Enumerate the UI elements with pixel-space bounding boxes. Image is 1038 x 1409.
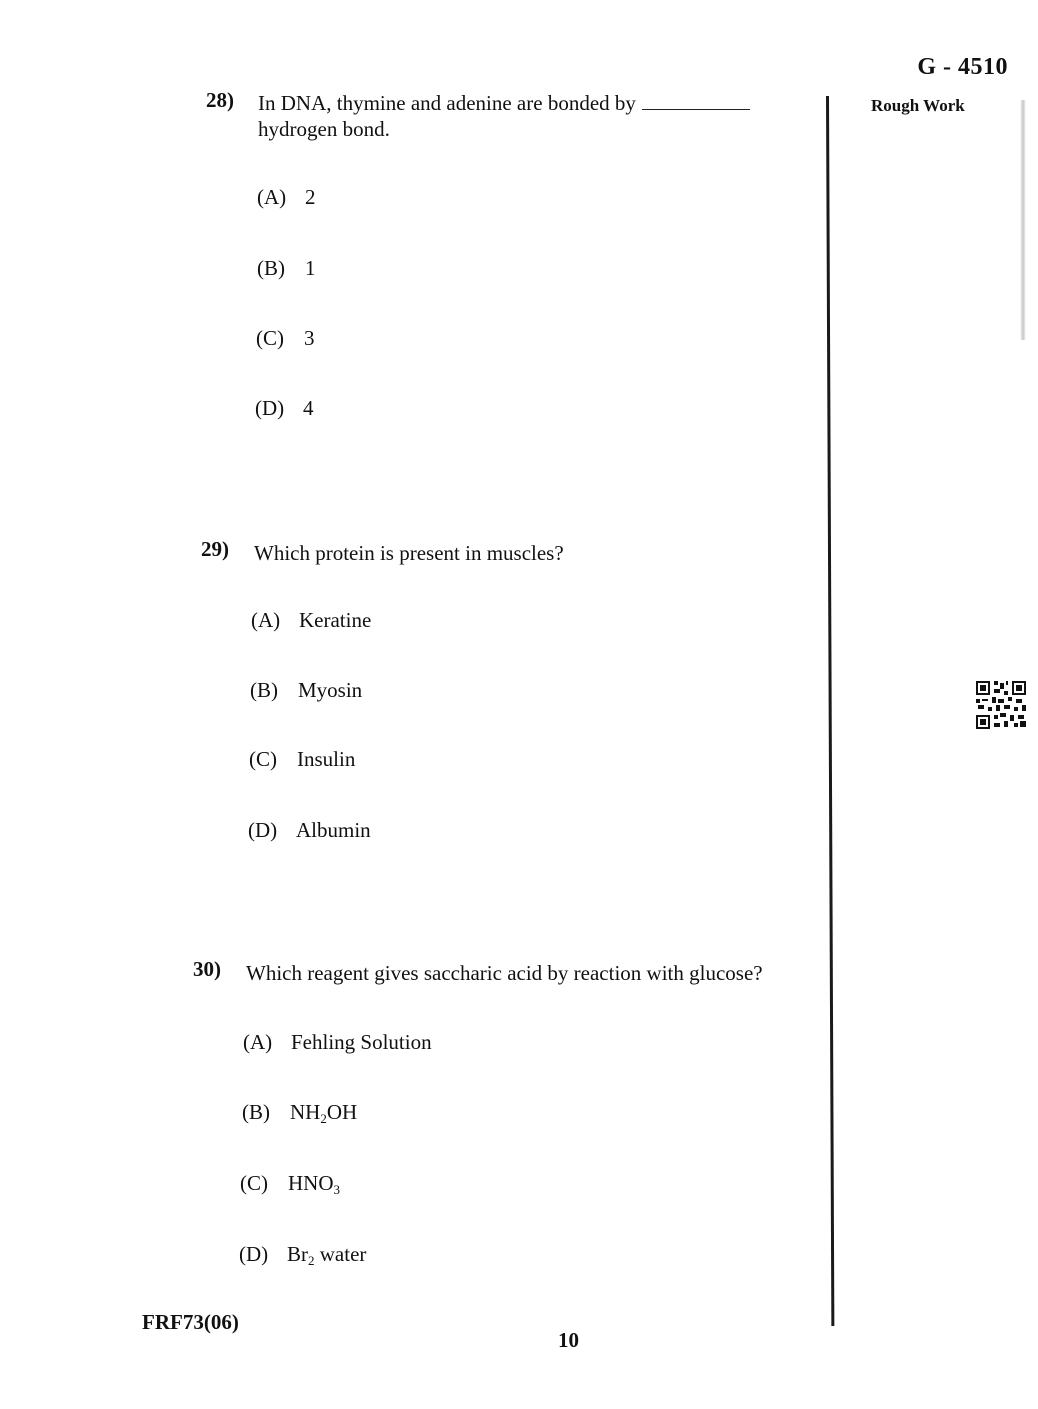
option-label: (A) bbox=[257, 185, 287, 209]
option-b bbox=[257, 256, 316, 281]
page-number: 10 bbox=[558, 1328, 579, 1352]
question-number: 30) bbox=[193, 957, 221, 981]
option-label: (A) bbox=[251, 608, 281, 632]
option-d bbox=[248, 818, 371, 843]
rough-work-label: Rough Work bbox=[871, 96, 965, 115]
option-text: Fehling Solution bbox=[291, 1030, 432, 1054]
option-c bbox=[249, 747, 355, 772]
option-label: (C) bbox=[249, 747, 277, 771]
option-text: Myosin bbox=[298, 678, 363, 702]
option-text: $Br_2$ water bbox=[287, 1242, 367, 1268]
option-text: $NH_2OH$ bbox=[290, 1100, 358, 1126]
option-b bbox=[242, 1100, 357, 1125]
option-label: (D) bbox=[248, 818, 278, 842]
footer-paper-code: FRF73(06) bbox=[142, 1310, 239, 1334]
question-text: Which protein is present in muscles? bbox=[254, 541, 564, 565]
option-label: (C) bbox=[256, 326, 284, 350]
question-text bbox=[258, 90, 828, 142]
question-number: 28) bbox=[206, 88, 234, 112]
scan-edge-shadow bbox=[1020, 100, 1026, 340]
option-a bbox=[251, 608, 371, 633]
option-text: 2 bbox=[305, 185, 316, 209]
question-text-line2: hydrogen bond. bbox=[258, 117, 390, 141]
question-text-line1: In DNA, thymine and adenine are bonded by bbox=[258, 91, 636, 115]
question-text: Which reagent gives saccharic acid by reaction with glucose? bbox=[246, 961, 763, 985]
rough-work-divider bbox=[826, 96, 834, 1326]
option-b bbox=[250, 678, 362, 703]
option-d bbox=[255, 396, 314, 421]
option-text: $HNO_3$ bbox=[288, 1171, 340, 1197]
option-label: (D) bbox=[255, 396, 285, 420]
answer-blank bbox=[642, 109, 750, 110]
option-c bbox=[256, 326, 315, 351]
question-number: 29) bbox=[201, 537, 229, 561]
paper-code: G - 4510 bbox=[917, 54, 1008, 80]
option-text: 1 bbox=[305, 256, 316, 280]
option-a bbox=[243, 1030, 432, 1055]
option-label: (A) bbox=[243, 1030, 273, 1054]
option-c bbox=[240, 1171, 340, 1196]
option-d bbox=[239, 1242, 366, 1267]
option-label: (B) bbox=[250, 678, 278, 702]
option-a bbox=[257, 185, 316, 210]
option-text: 3 bbox=[304, 326, 315, 350]
qr-code-icon bbox=[976, 681, 1026, 729]
option-label: (C) bbox=[240, 1171, 268, 1195]
option-text: Insulin bbox=[297, 747, 356, 771]
option-text: Keratine bbox=[299, 608, 372, 632]
option-text: 4 bbox=[303, 396, 314, 420]
option-label: (B) bbox=[257, 256, 285, 280]
option-text: Albumin bbox=[296, 818, 371, 842]
option-label: (B) bbox=[242, 1100, 270, 1124]
option-label: (D) bbox=[239, 1242, 269, 1266]
